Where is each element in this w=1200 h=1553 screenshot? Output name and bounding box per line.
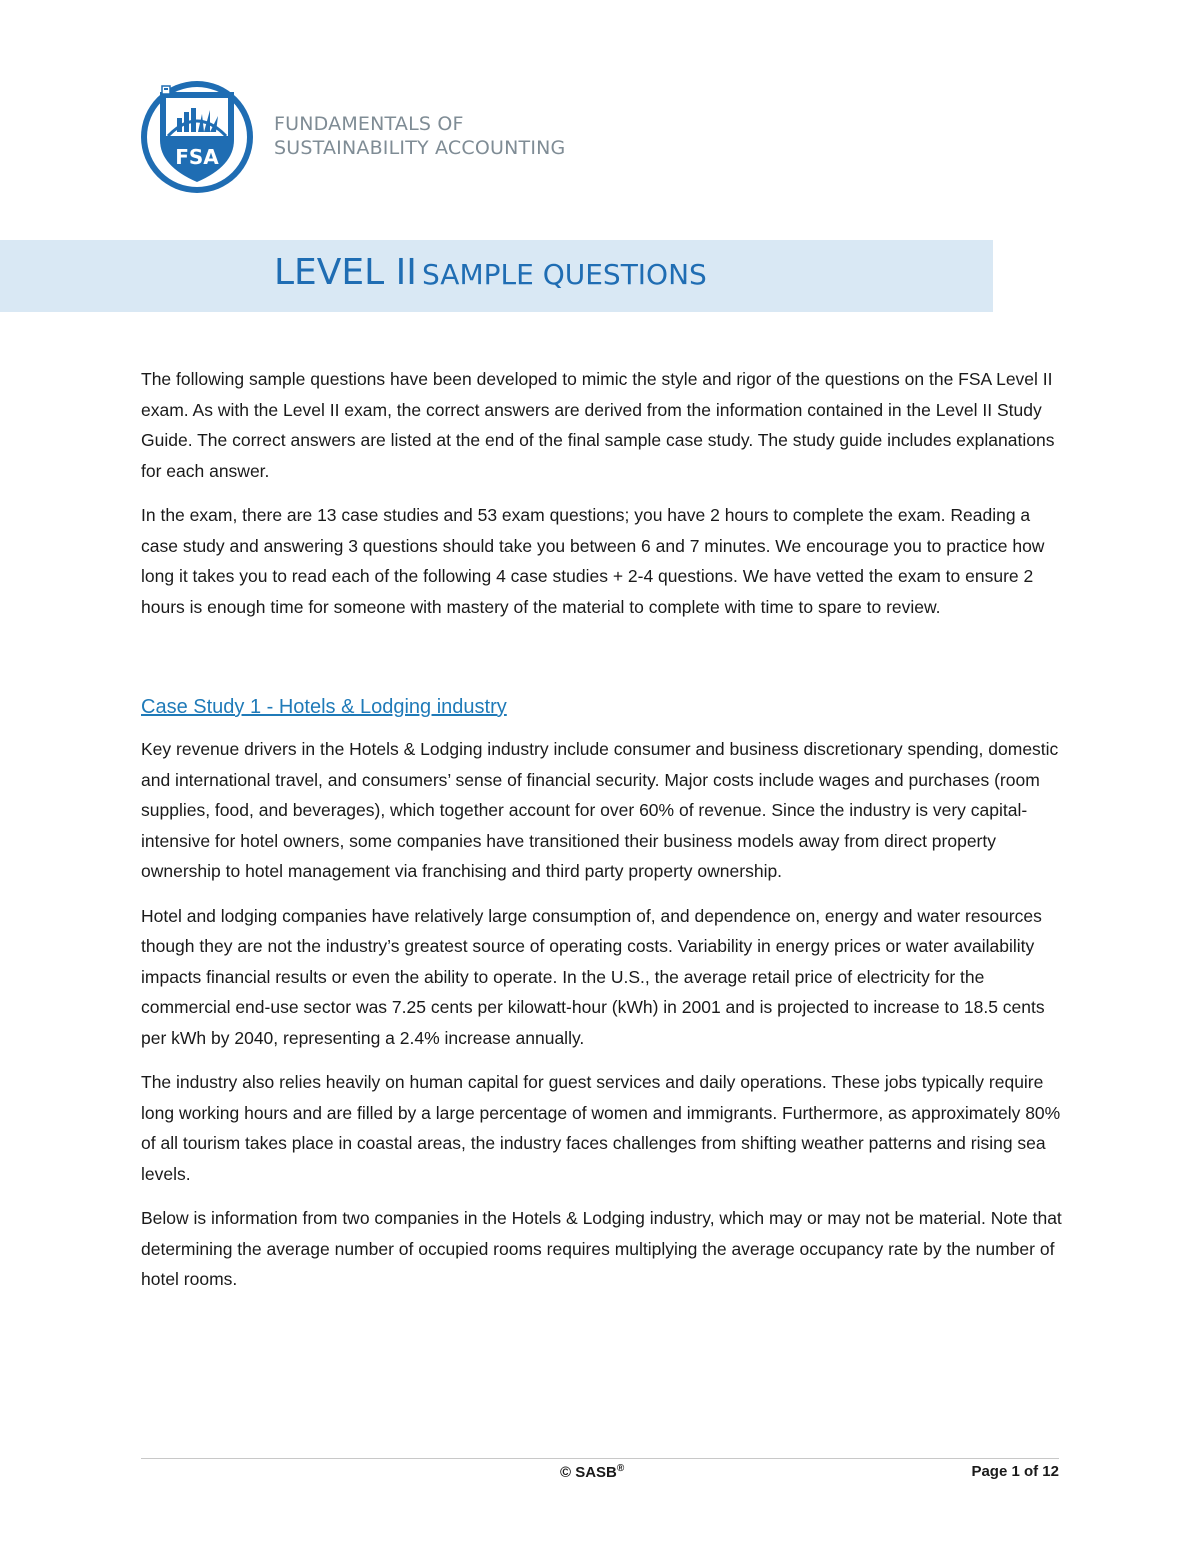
title-level: LEVEL II (274, 252, 417, 293)
intro-paragraph-2: In the exam, there are 13 case studies and 53 exam questions; you have 2 hours to complete the exam. Reading a case study and answering 3 questions should take you between 6 and 7 minutes. We encourage you to practice how long it takes you to read each of the following 4 case studies + 2-4 questions. We have vetted the exam to ensure 2 hours is enough time for someone with mastery of the material to complete with time to spare to review. (141, 505, 1045, 617)
logo-wordmark (274, 112, 565, 160)
page-title (274, 252, 707, 293)
case-paragraph-4: Below is information from two companies in the Hotels & Lodging industry, which may or may not be material. Note that determining the average number of occupied rooms requires multiplying the average occupancy rate by the number of hotel rooms. (141, 1208, 1062, 1289)
case-paragraph-1: Key revenue drivers in the Hotels & Lodging industry include consumer and business discretionary spending, domestic and international travel, and consumers’ sense of financial security. Major costs include wages and purchases (room supplies, food, and beverages), which together account for over 60% of revenue. Since the industry is very capital-intensive for hotel owners, some companies have transitioned their business models away from direct property ownership to hotel management via franchising and third party property ownership. (141, 739, 1059, 881)
registered-mark: ® (616, 1463, 625, 1474)
copyright-text: © SASB (560, 1464, 617, 1481)
emblem-text: FSA (175, 145, 219, 169)
footer-page-number: Page 1 of 12 (971, 1463, 1059, 1480)
intro-paragraph-1: The following sample questions have been developed to mimic the style and rigor of the questions on the FSA Level II exam. As with the Level II exam, the correct answers are derived from the information contained in the Level II Study Guide. The correct answers are listed at the end of the final sample case study. The study guide includes explanations for each answer. (141, 369, 1055, 481)
fsa-logo (138, 78, 578, 198)
footer-copyright (560, 1463, 624, 1481)
footer-divider (141, 1458, 1059, 1459)
logo-line-1: FUNDAMENTALS OF (274, 113, 464, 135)
document-body (141, 364, 1071, 1309)
fsa-emblem-icon (138, 78, 256, 196)
logo-line-2: SUSTAINABILITY ACCOUNTING (274, 137, 566, 159)
title-rest: SAMPLE QUESTIONS (422, 258, 707, 291)
case-study-heading[interactable]: Case Study 1 - Hotels & Lodging industry (141, 696, 507, 718)
case-paragraph-2: Hotel and lodging companies have relatively large consumption of, and dependence on, energy and water resources though they are not the industry’s greatest source of operating costs. Variability in energy prices or water availability impacts financial results or even the ability to operate. In the U.S., the average retail price of electricity for the commercial end-use sector was 7.25 cents per kilowatt-hour (kWh) in 2001 and is projected to increase to 18.5 cents per kWh by 2040, representing a 2.4% increase annually. (141, 905, 1045, 1048)
case-paragraph-3: The industry also relies heavily on human capital for guest services and daily operations. These jobs typically require long working hours and are filled by a large percentage of women and immigrants. Furthermore, as approximately 80% of all tourism takes place in coastal areas, the industry faces challenges from shifting weather patterns and rising sea levels. (141, 1072, 1061, 1184)
